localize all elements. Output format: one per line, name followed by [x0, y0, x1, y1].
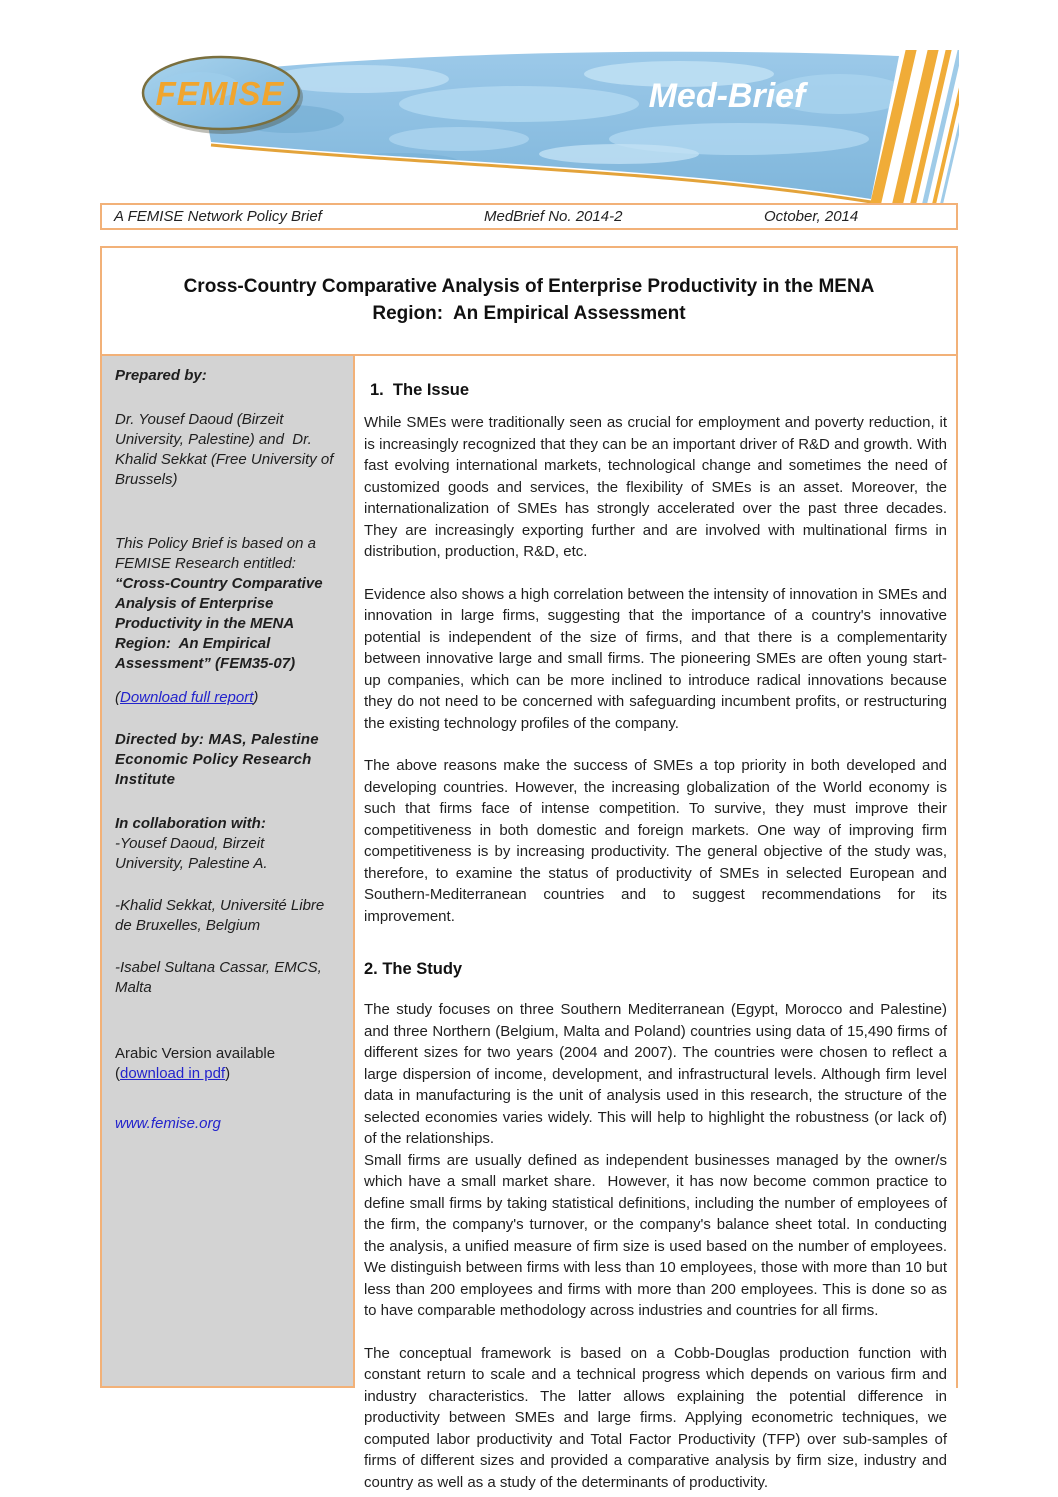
header-banner: [99, 44, 959, 209]
femise-logo: [143, 57, 303, 134]
femise-website-link[interactable]: www.femise.org: [115, 1115, 221, 1132]
paragraph: Small firms are usually defined as independent businesses managed by the owner/s which have a small market share. However, it has now become common practice to define small firms by taking statistical definitions, including the number of employees of the firm, the company's turnover, or the company's balance sheet total. In conducting the analysis, a unified measure of firm size is used based on the number of employees. We distinguish between firms with less than 10 employees, those with more than 10 but less than 200 employees and firms with more than 200 employees. This is done so as to have comparable methodology across industries and countries for all firms.: [364, 1151, 947, 1319]
paren-open: (: [115, 1065, 120, 1082]
collaborator: -Isabel Sultana Cassar, EMCS, Malta: [115, 959, 322, 996]
arabic-version-text: Arabic Version available: [115, 1045, 276, 1062]
section-1-heading: 1. The Issue: [370, 381, 470, 399]
paragraph: The conceptual framework is based on a Cobb-Douglas production function with constant return to scale and a technical progress which depends on various firm and industry characteristics. The latter allows explaining the potential difference in productivity between SMEs and large firms. Applying econometric techniques, we computed labor productivity and Total Factor Productivity (TFP) over sub-samples of firms of different sizes and provided a comparative analysis by firm size, industry and country as well as a study of the determinants of productivity.: [364, 1344, 947, 1491]
authors-text: Dr. Yousef Daoud (Birzeit University, Palestine) and Dr. Khalid Sekkat (Free University of Brussels): [115, 411, 334, 488]
collaborator: -Khalid Sekkat, Université Libre de Bruxelles, Belgium: [115, 897, 325, 934]
document-title-box: [100, 246, 958, 356]
paragraph: The above reasons make the success of SMEs a top priority in both developed and developing countries. However, the increasing globalization of the World economy is such that firms face of intense competition. To survive, they must improve their competitiveness in both domestic and foreign markets. One way of improving firm competitiveness is by increasing productivity. The general objective of the study was, therefore, to examine the status of productivity of SMEs in selected European and Southern-Mediterranean countries and to suggest recommendations for its improvement.: [364, 757, 947, 925]
paragraph: While SMEs were traditionally seen as crucial for employment and poverty reduction, it is increasingly recognized that they can be an important driver of R&D and growth. With fast evolving international markets, technological change and sometimes the need of customized goods and services, the flexibility of SMEs is an asset. Moreover, the internationalization of SMEs has strongly accelerated over the past three decades. They are increasingly exporting further and are involved with multinational firms in distribution, production, R&D, etc.: [364, 414, 947, 560]
based-on-block: [115, 534, 337, 674]
content-area: [100, 356, 958, 1491]
prepared-by-label: Prepared by:: [115, 367, 207, 384]
download-report-link[interactable]: Download full report: [120, 689, 254, 706]
collaboration-label: In collaboration with:: [115, 815, 266, 832]
sidebar: [102, 356, 355, 1388]
femise-logo-text: FEMISE: [155, 75, 285, 112]
collaborator: -Yousef Daoud, Birzeit University, Palestine A.: [115, 835, 268, 872]
paren-close: ): [253, 689, 259, 706]
arabic-download-link[interactable]: download in pdf: [120, 1065, 226, 1082]
info-bar-date: October, 2014: [764, 208, 859, 225]
paren-close: ): [225, 1065, 231, 1082]
document-title: Cross-Country Comparative Analysis of Enterprise Productivity in the MENA Region: An Empirical Assessment: [183, 276, 875, 324]
directed-by-text: Directed by: MAS, Palestine Economic Policy Research Institute: [115, 731, 319, 788]
based-on-intro: This Policy Brief is based on a FEMISE Research entitled:: [115, 535, 316, 572]
paragraph: The study focuses on three Southern Mediterranean (Egypt, Morocco and Palestine) and three Northern (Belgium, Malta and Poland) countries using data of 15,490 firms of different sizes for two years (2004 and 2007). The countries were chosen to reflect a large dispersion of income, development, and infrastructural levels. Although firm level data in manufacturing is the unit of analysis used in this research, the structure of the selected economies varies widely. This will help to highlight the robustness (or lack of) of the relationships.: [364, 1001, 947, 1147]
info-bar: [100, 203, 958, 230]
paragraph: Evidence also shows a high correlation between the intensity of innovation in SMEs and innovation in large firms, suggesting that the importance of a country's innovative potential is independent of the size of firms, and that there is a complementarity between innovative large and small firms. The pioneering SMEs are often young start-up companies, which can be more inclined to introduce radical innovations because they do not need to be concerned with safeguarding incumbent profits, or restructuring the existing technology profiles of the company.: [364, 585, 947, 732]
paren-open: (: [115, 689, 120, 706]
arabic-version-block: [115, 1044, 337, 1084]
section-2-heading: 2. The Study: [364, 960, 463, 978]
download-block: [115, 688, 337, 708]
main-content: [355, 356, 956, 1491]
based-on-title: “Cross-Country Comparative Analysis of Enterprise Productivity in the MENA Region: An Empirical Assessment” (FEM35-07): [115, 575, 323, 672]
info-bar-series: A FEMISE Network Policy Brief: [114, 208, 322, 225]
info-bar-number: MedBrief No. 2014-2: [484, 208, 623, 225]
banner-title: Med-Brief: [648, 77, 806, 115]
